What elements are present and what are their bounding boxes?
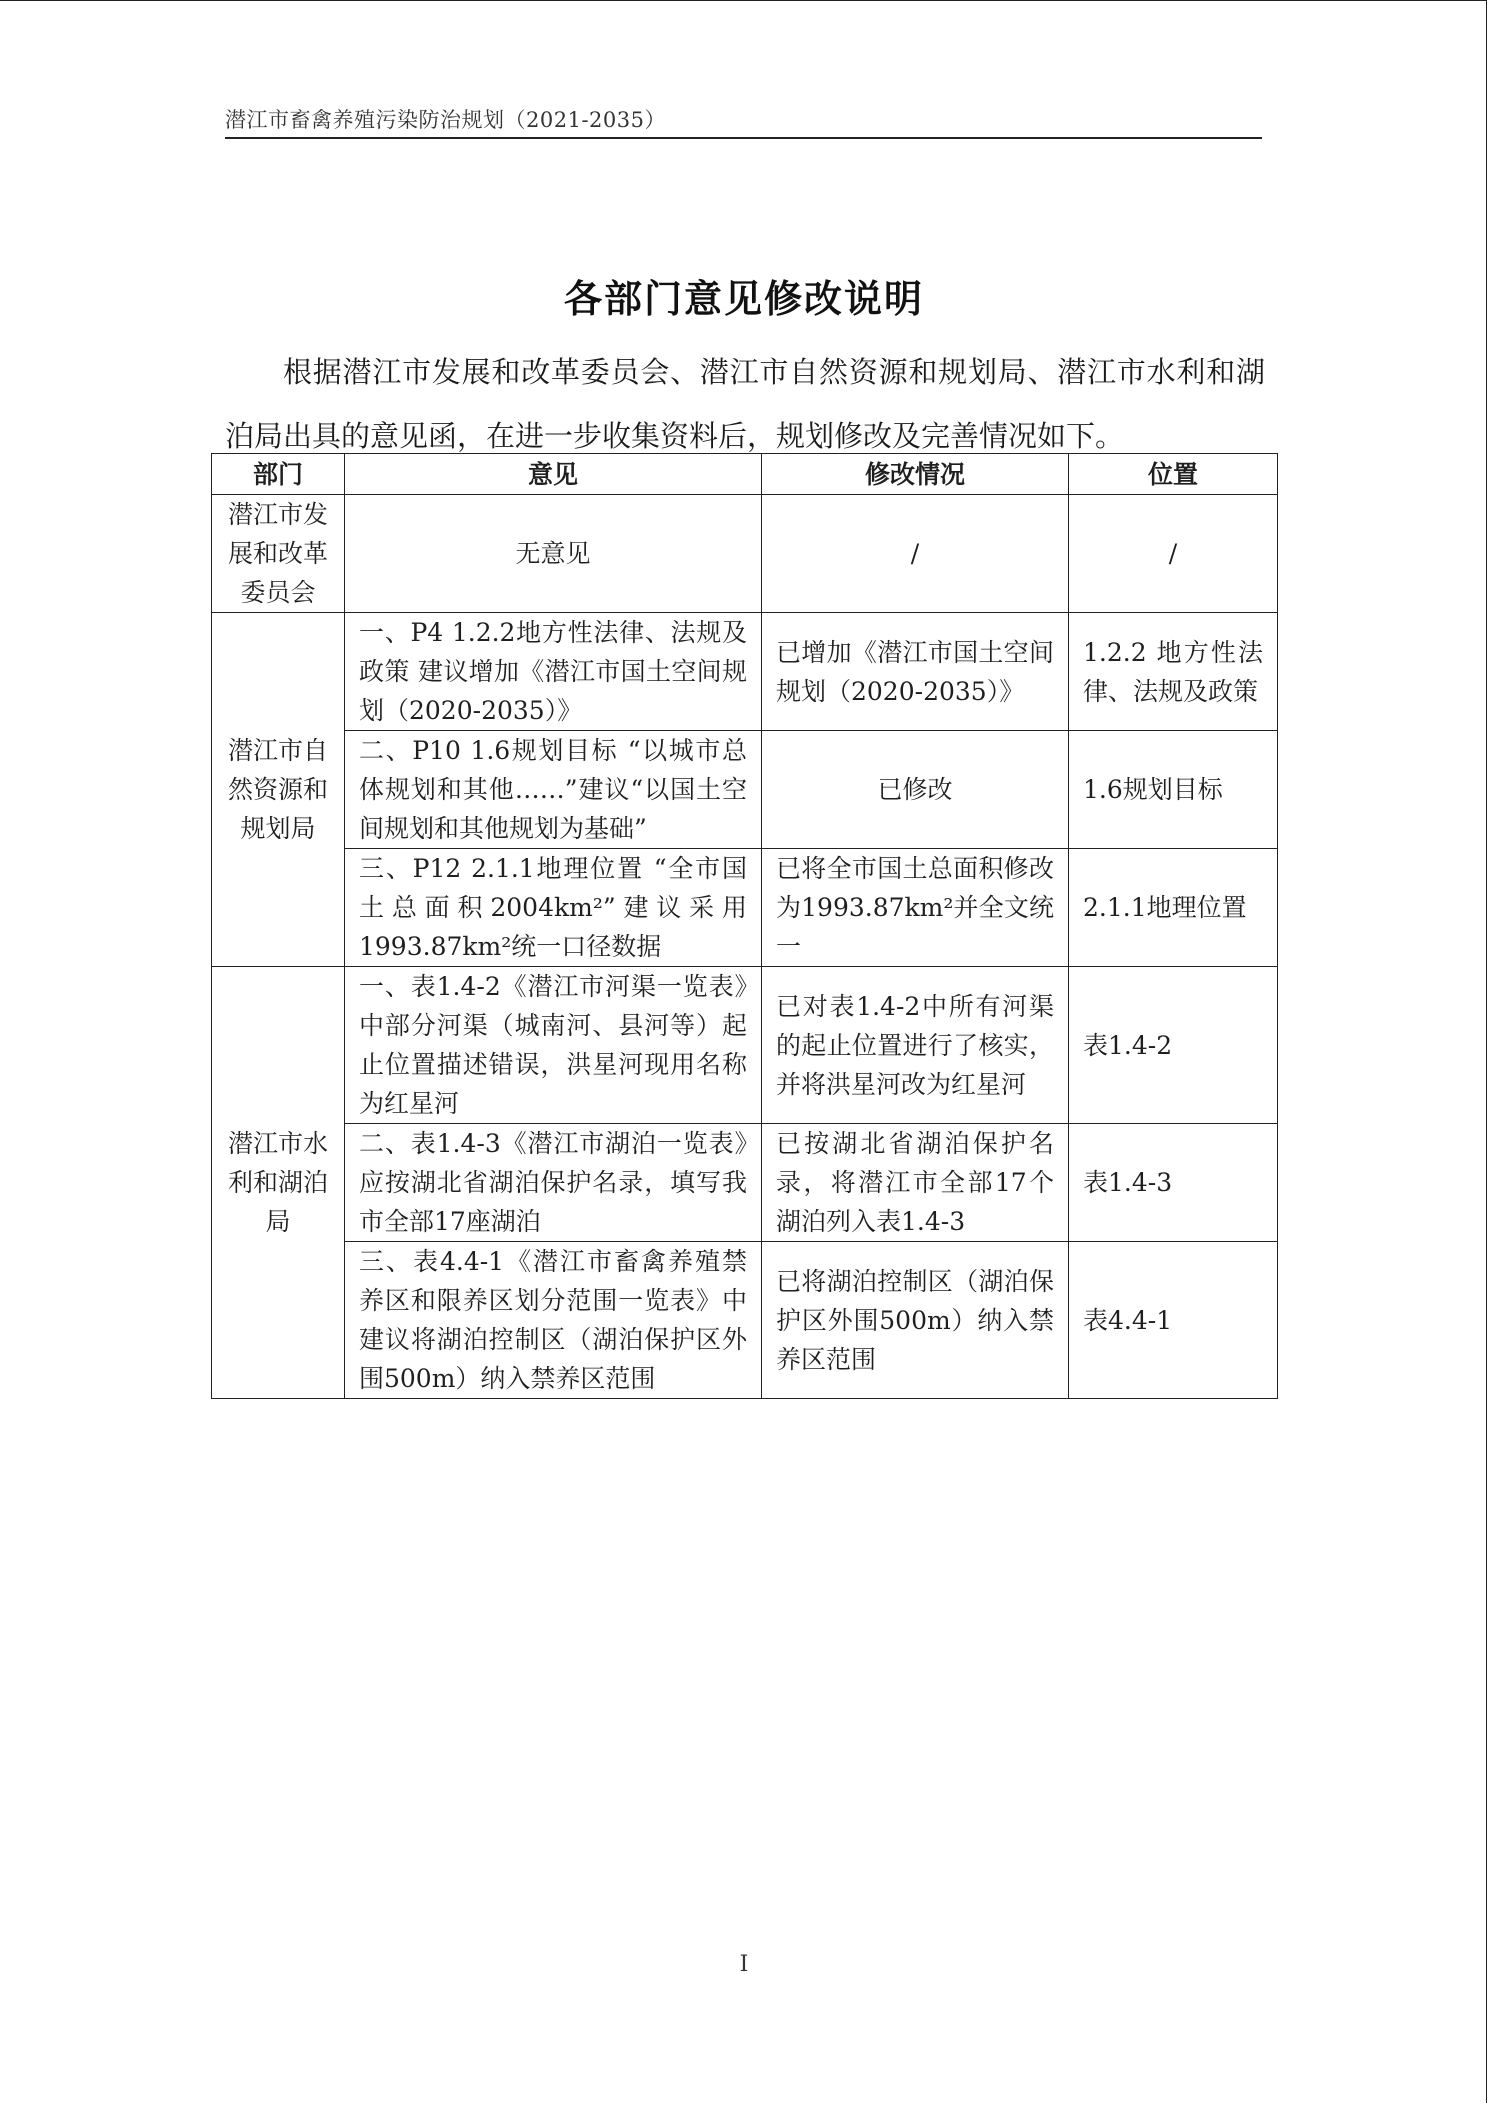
column-header-location: 位置	[1069, 454, 1278, 495]
opinion-cell: 三、表4.4-1《潜江市畜禽养殖禁养区和限养区划分范围一览表》中建议将湖泊控制区（湖泊保护区外围500m）纳入禁养区范围	[345, 1242, 762, 1399]
table-header-row	[212, 454, 1278, 495]
revision-cell: /	[762, 495, 1069, 613]
table-row	[212, 731, 1278, 849]
column-header-opinion: 意见	[345, 454, 762, 495]
opinion-cell: 无意见	[345, 495, 762, 613]
document-title: 各部门意见修改说明	[563, 276, 924, 321]
dept-cell: 潜江市自然资源和规划局	[212, 613, 345, 967]
column-header-dept: 部门	[212, 454, 345, 495]
location-cell: 表1.4-2	[1069, 967, 1278, 1124]
table-row	[212, 495, 1278, 613]
revision-cell: 已修改	[762, 731, 1069, 849]
dept-cell: 潜江市发展和改革委员会	[212, 495, 345, 613]
revision-cell: 已增加《潜江市国土空间规划（2020-2035）》	[762, 613, 1069, 731]
opinion-cell: 二、P10 1.6规划目标 “以城市总体规划和其他……”建议“以国土空间规划和其他规划为基础”	[345, 731, 762, 849]
intro-paragraph: 根据潜江市发展和改革委员会、潜江市自然资源和规划局、潜江市水利和湖泊局出具的意见函，在进一步收集资料后，规划修改及完善情况如下。	[225, 355, 1265, 453]
opinion-cell: 一、表1.4-2《潜江市河渠一览表》中部分河渠（城南河、县河等）起止位置描述错误，洪星河现用名称为红星河	[345, 967, 762, 1124]
location-cell: 1.2.2 地方性法律、法规及政策	[1069, 613, 1278, 731]
revision-cell: 已对表1.4-2中所有河渠的起止位置进行了核实，并将洪星河改为红星河	[762, 967, 1069, 1124]
column-header-revision: 修改情况	[762, 454, 1069, 495]
revision-cell: 已将湖泊控制区（湖泊保护区外围500m）纳入禁养区范围	[762, 1242, 1069, 1399]
location-cell: 表1.4-3	[1069, 1124, 1278, 1242]
table-row	[212, 1242, 1278, 1399]
running-header: 潜江市畜禽养殖污染防治规划（2021-2035）	[225, 108, 666, 132]
opinions-table	[211, 453, 1278, 1399]
page-number: I	[739, 1952, 749, 1977]
location-cell: 1.6规划目标	[1069, 731, 1278, 849]
revision-cell: 已按湖北省湖泊保护名录，将潜江市全部17个湖泊列入表1.4-3	[762, 1124, 1069, 1242]
dept-cell: 潜江市水利和湖泊局	[212, 967, 345, 1399]
table-row	[212, 967, 1278, 1124]
revision-cell: 已将全市国土总面积修改为1993.87km²并全文统一	[762, 849, 1069, 967]
table-row	[212, 613, 1278, 731]
header-rule	[225, 137, 1262, 139]
opinion-cell: 二、表1.4-3《潜江市湖泊一览表》应按湖北省湖泊保护名录，填写我市全部17座湖泊	[345, 1124, 762, 1242]
location-cell: /	[1069, 495, 1278, 613]
location-cell: 表4.4-1	[1069, 1242, 1278, 1399]
table-row	[212, 1124, 1278, 1242]
table-row	[212, 849, 1278, 967]
opinion-cell: 一、P4 1.2.2地方性法律、法规及政策 建议增加《潜江市国土空间规划（2020-2035）》	[345, 613, 762, 731]
location-cell: 2.1.1地理位置	[1069, 849, 1278, 967]
opinion-cell: 三、P12 2.1.1地理位置 “全市国土总面积2004km²”建议采用1993.87km²统一口径数据	[345, 849, 762, 967]
